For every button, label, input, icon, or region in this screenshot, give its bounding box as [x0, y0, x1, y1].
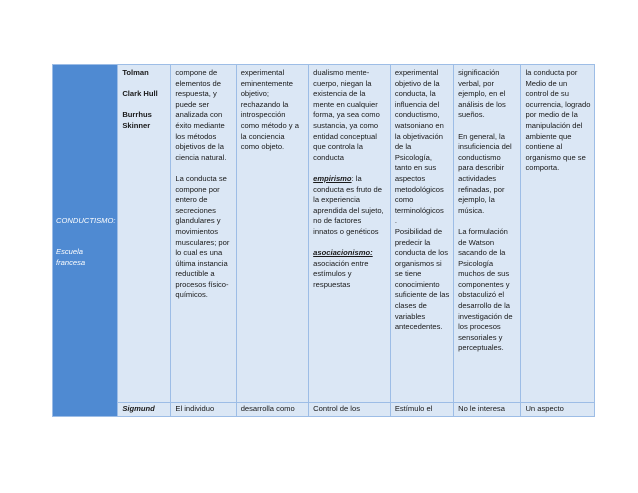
school-subtitle-line-2: francesa	[56, 257, 86, 267]
criticism-cell	[454, 65, 521, 403]
authors-cell	[118, 65, 171, 403]
table-cell: Un aspecto	[521, 403, 595, 417]
contributions-text: Posibilidad de predecir la conducta de los organismos si se tiene conocimiento suficiente de las clases de variables antecedentes.	[394, 226, 450, 332]
criticism-text: La formulación de Watson sacando de la Psicología muchos de sus componentes y obstaculizó el desarrollo de la investigación de los procesos sensoriales y perceptuales.	[458, 226, 513, 353]
contributions-dot: .	[394, 216, 397, 226]
school-subtitle-line-1: Escuela	[56, 247, 84, 257]
principles-text: asociación entre estímulos y respuestas	[313, 258, 369, 289]
contributions-cell	[390, 65, 453, 403]
table-cell: El individuo	[171, 403, 236, 417]
author-name: Clark Hull	[122, 89, 158, 99]
author-name: Burrhus	[122, 110, 152, 120]
principles-text: dualismo mente-cuerpo, niegan la existencia de la mente en cualquier forma, ya sea como sustancia, ya como entidad conceptual que controla la conducta	[313, 68, 380, 162]
conductismo-table	[52, 64, 595, 417]
table-cell: desarrolla como	[236, 403, 308, 417]
table-cell: Control de los	[309, 403, 391, 417]
term-asociacionismo: asociacionismo:	[313, 248, 373, 258]
school-header-cell	[53, 65, 118, 417]
author-name: Skinner	[122, 120, 151, 130]
criticism-text: En general, la insuficiencia del conductismo para describir actividades refinadas, por ejemplo, la música.	[458, 131, 512, 215]
table-cell: Estímulo el	[390, 403, 453, 417]
principles-text: empirismo: la conducta es fruto de la experiencia aprendida del sujeto, no de factores innatos o genéticos	[313, 173, 384, 236]
table-row	[53, 403, 595, 417]
object-text: la conducta por Medio de un control de su ocurrencia, logrado por medio de la manipulación del ambiente que contiene al organismo que se comporta.	[525, 68, 591, 173]
concept-cell	[171, 65, 236, 403]
criticism-text: significación verbal, por ejemplo, en el análisis de los sueños.	[458, 68, 506, 120]
table-cell: No le interesa	[454, 403, 521, 417]
author-name: Sigmund	[122, 404, 155, 413]
concept-text: La conducta se compone por entero de secreciones glandulares y movimientos musculares; por lo cual es una última instancia reductible a procesos físico-químicos.	[175, 173, 230, 300]
table-row	[53, 65, 595, 403]
term-empirismo: empirismo	[313, 173, 352, 183]
school-title: CONDUCTISMO:	[56, 215, 116, 225]
author-cell	[118, 403, 171, 417]
concept-text: compone de elementos de respuesta, y puede ser analizada con éxito mediante los métodos objetivos de la ciencia natural.	[175, 68, 227, 162]
contributions-text: experimental objetivo de la conducta, la influencia del conductismo, watsoniano en la objetivación de la Psicología, tanto en sus aspectos metodológicos como terminológicos	[394, 68, 444, 215]
object-cell	[521, 65, 595, 403]
principles-cell	[309, 65, 391, 403]
method-cell	[236, 65, 308, 403]
method-text: experimental eminentemente objetivo; rechazando la introspección como método y a la conciencia como objeto.	[240, 68, 299, 152]
author-name: Tolman	[122, 68, 149, 77]
